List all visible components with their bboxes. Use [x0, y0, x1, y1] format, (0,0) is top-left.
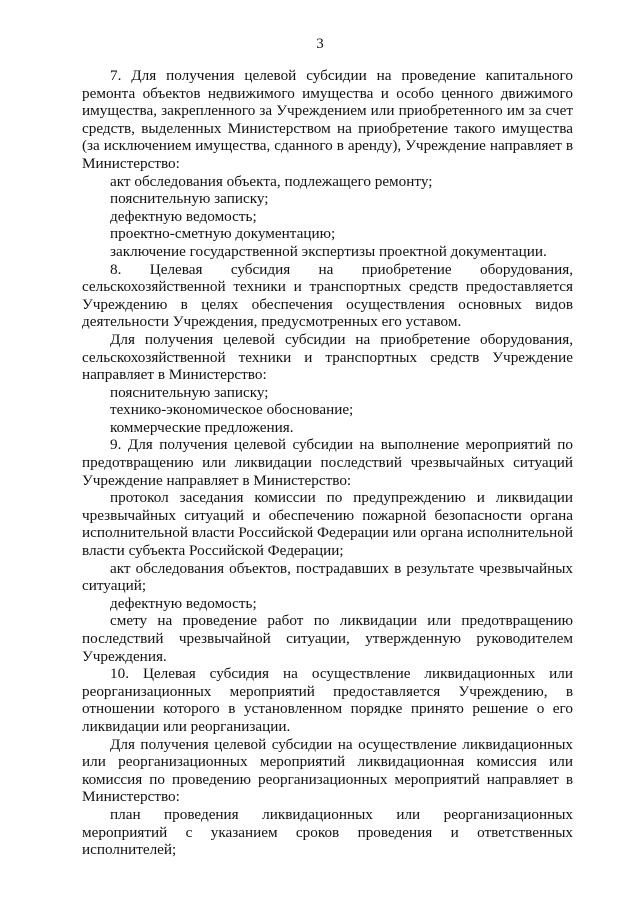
list-item: коммерческие предложения. [110, 418, 294, 436]
paragraph: Для получения целевой субсидии на приобретение оборудования, сельскохозяйственной техники и транспортных средств Учреждение направляет в Министерство: [82, 330, 573, 384]
list-item: технико-экономическое обоснование; [110, 401, 354, 419]
list-item: акт обследования объекта, подлежащего ремонту; [110, 172, 433, 190]
list-item: заключение государственной экспертизы проектной документации. [110, 242, 547, 260]
list-item: проектно-сметную документацию; [110, 225, 336, 243]
paragraph: акт обследования объектов, пострадавших в результате чрезвычайных ситуаций; [82, 559, 573, 595]
list-item: пояснительную записку; [110, 383, 269, 401]
list-item: пояснительную записку; [110, 190, 269, 208]
paragraph: план проведения ликвидационных или реорганизационных мероприятий с указанием сроков проведения и ответственных исполнителей; [82, 805, 573, 859]
paragraph-7: 7. Для получения целевой субсидии на проведение капитального ремонта объектов недвижимого имущества и особо ценного движимого имущества, закрепленного за Учреждением или приобретенного им за счет средств, выделенных Министерством на приобретение такого имущества (за исключением имущества, сданного в аренду), Учреждение направляет в Министерство: [82, 67, 573, 172]
paragraph: протокол заседания комиссии по предупреждению и ликвидации чрезвычайных ситуаций и обеспечению пожарной безопасности органа исполнительной власти Российской Федерации или органа исполнительной власти субъекта Российской Федерации; [82, 489, 573, 560]
document-body [82, 67, 573, 859]
paragraph: Для получения целевой субсидии на осуществление ликвидационных или реорганизационных мероприятий ликвидационная комиссия или комиссия по проведению реорганизационных мероприятий направляет в Министерство: [82, 735, 573, 806]
list-item: дефектную ведомость; [110, 207, 257, 225]
paragraph-10: 10. Целевая субсидия на осуществление ликвидационных или реорганизационных мероприятий предоставляется Учреждению, в отношении которого в установленном порядке принято решение о его ликвидации или реорганизации. [82, 665, 573, 735]
paragraph-9: 9. Для получения целевой субсидии на выполнение мероприятий по предотвращению или ликвидации последствий чрезвычайных ситуаций Учреждение направляет в Министерство: [82, 436, 573, 489]
paragraph-8: 8. Целевая субсидия на приобретение оборудования, сельскохозяйственной техники и транспортных средств предоставляется Учреждению в целях обеспечения осуществления основных видов деятельности Учреждения, предусмотренных его уставом. [82, 260, 573, 331]
paragraph: смету на проведение работ по ликвидации или предотвращению последствий чрезвычайной ситуации, утвержденную руководителем Учреждения. [82, 612, 573, 665]
page-number: 3 [316, 36, 324, 52]
list-item: дефектную ведомость; [110, 594, 257, 612]
